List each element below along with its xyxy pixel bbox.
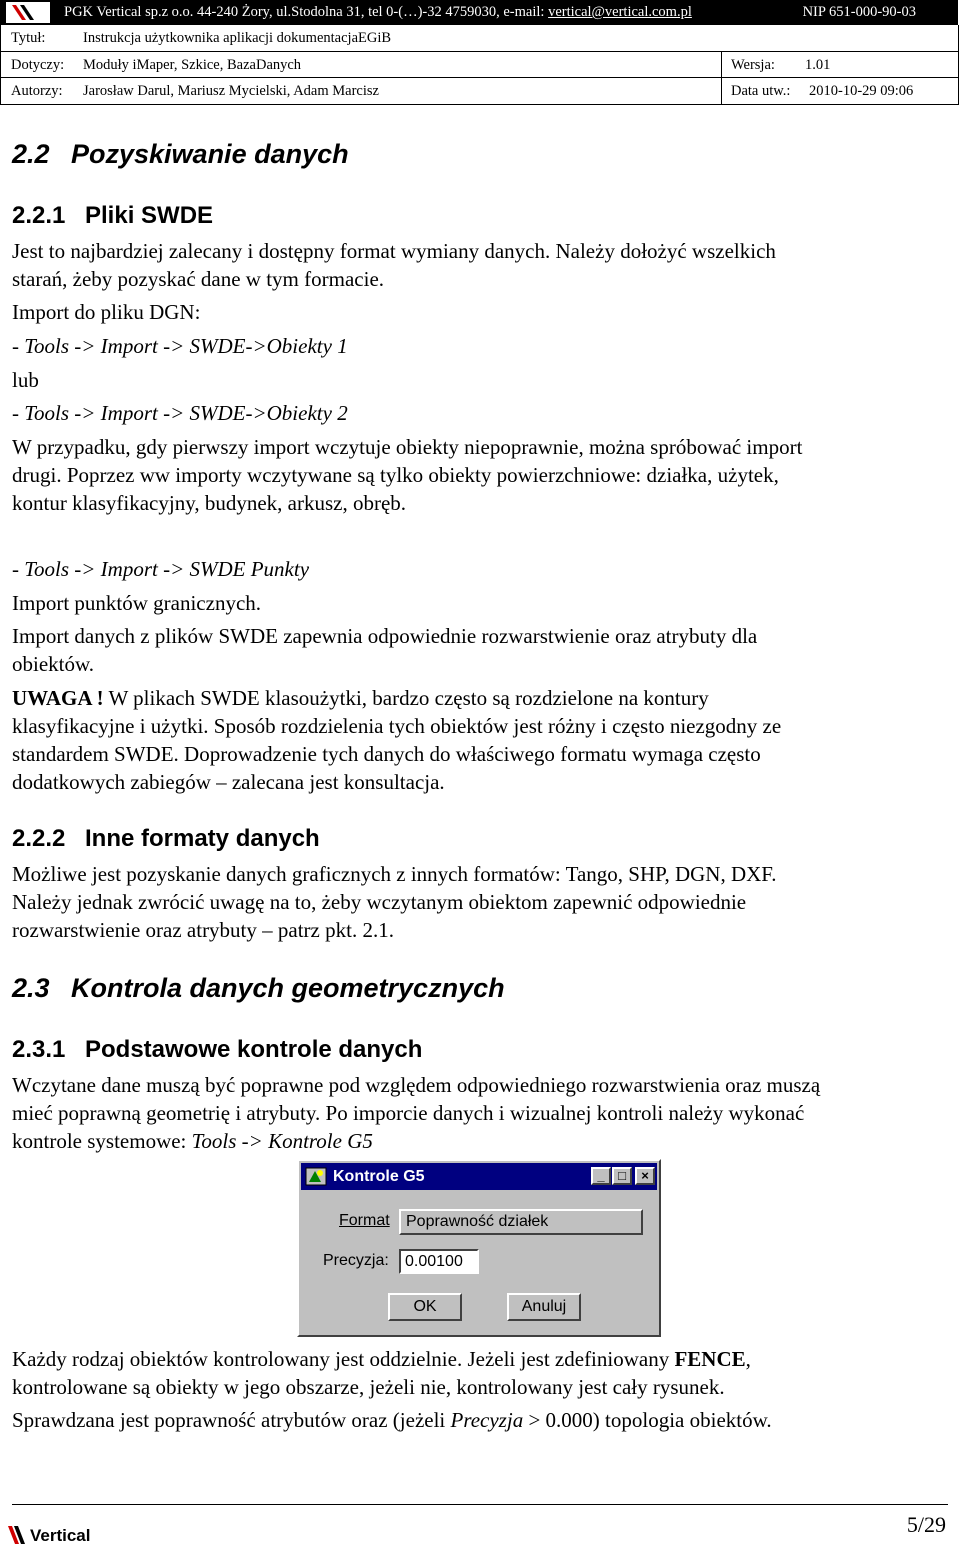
menu-path: - Tools -> Import -> SWDE Punkty bbox=[12, 557, 310, 581]
header-nip: NIP 651-000-90-03 bbox=[802, 4, 916, 20]
format-select[interactable]: Poprawność działek bbox=[399, 1209, 643, 1235]
paragraph-line: klasyfikacyjne i użytki. Sposób rozdzielenia tych obiektów jest różny i często niezgodny ze bbox=[12, 714, 782, 738]
paragraph-line: Import do pliku DGN: bbox=[12, 300, 201, 324]
paragraph-line: rozwarstwienie oraz atrybuty – patrz pkt. 2.1. bbox=[12, 918, 394, 942]
page-number: 5/29 bbox=[906, 1512, 946, 1537]
header-value-concerns: Moduły iMaper, Szkice, BazaDanych bbox=[83, 57, 302, 73]
minimize-button[interactable] bbox=[591, 1167, 611, 1185]
precision-input[interactable]: 0.00100 bbox=[399, 1249, 479, 1274]
menu-path: - Tools -> Import -> SWDE->Obiekty 2 bbox=[12, 401, 348, 425]
menu-path: - Tools -> Import -> SWDE->Obiekty 1 bbox=[12, 334, 348, 358]
header-value-authors: Jarosław Darul, Mariusz Mycielski, Adam Marcisz bbox=[83, 83, 379, 99]
paragraph-line: Import punktów granicznych. bbox=[12, 591, 262, 615]
paragraph-line: Sprawdzana jest poprawność atrybutów oraz (jeżeli Precyzja > 0.000) topologia obiektów. bbox=[12, 1408, 772, 1432]
section-heading-2-2: 2.2 Pozyskiwanie danych bbox=[12, 139, 349, 169]
dialog-title: Kontrole G5 bbox=[333, 1168, 425, 1185]
footer-brand: Vertical bbox=[30, 1526, 91, 1545]
warning-label: UWAGA ! bbox=[12, 686, 104, 710]
header-label-date: Data utw.: bbox=[731, 83, 791, 99]
ok-button[interactable]: OK bbox=[388, 1293, 462, 1321]
header-label-concerns: Dotyczy: bbox=[11, 57, 65, 73]
paragraph-line: dodatkowych zabiegów – zalecana jest konsultacja. bbox=[12, 770, 445, 794]
dialog-title-bar[interactable] bbox=[301, 1163, 657, 1190]
format-label: Format bbox=[339, 1212, 390, 1229]
minimize-icon: _ bbox=[597, 1168, 605, 1183]
paragraph-line: Należy jednak zwrócić uwagę na to, żeby wczytanym obiektom zapewnić odpowiednie bbox=[12, 890, 747, 914]
paragraph-line: Jest to najbardziej zalecany i dostępny format wymiany danych. Należy dołożyć wszelkich bbox=[12, 239, 776, 263]
paragraph-line: obiektów. bbox=[12, 652, 95, 676]
header-company-line: PGK Vertical sp.z o.o. 44-240 Żory, ul.Stodolna 31, tel 0-(…)-32 4759030, e-mail: vertical@vertical.com.pl bbox=[64, 4, 692, 20]
paragraph-line: Możliwe jest pozyskanie danych graficznych z innych formatów: Tango, SHP, DGN, DXF. bbox=[12, 862, 777, 886]
header-row-authors bbox=[1, 77, 958, 104]
paragraph-line: kontrole systemowe: Tools -> Kontrole G5 bbox=[12, 1129, 373, 1153]
close-icon: × bbox=[641, 1168, 649, 1183]
header-row-concerns bbox=[1, 51, 958, 78]
header-value-title: Instrukcja użytkownika aplikacji dokumentacjaEGiB bbox=[83, 30, 392, 46]
paragraph-line: Import danych z plików SWDE zapewnia odpowiednie rozwarstwienie oraz atrybuty dla bbox=[12, 624, 758, 648]
maximize-button[interactable] bbox=[612, 1167, 632, 1185]
close-button[interactable] bbox=[635, 1167, 655, 1185]
warning-line: UWAGA ! W plikach SWDE klasoużytki, bardzo często są rozdzielone na kontury bbox=[12, 686, 709, 710]
paragraph-line: drugi. Poprzez ww importy wczytywane są tylko obiekty powierzchniowe: działka, użytek, bbox=[12, 463, 779, 487]
paragraph-line: kontur klasyfikacyjny, budynek, arkusz, obręb. bbox=[12, 491, 407, 515]
paragraph-line: W przypadku, gdy pierwszy import wczytuje obiekty niepoprawnie, można spróbować import bbox=[12, 435, 803, 459]
footer-rule bbox=[12, 1504, 948, 1505]
paragraph-line: starań, żeby pozyskać dane w tym formacie. bbox=[12, 267, 385, 291]
paragraph-line: kontrolowane są obiekty w jego obszarze, jeżeli nie, kontrolowany jest cały rysunek. bbox=[12, 1375, 725, 1399]
paragraph-line: Każdy rodzaj obiektów kontrolowany jest oddzielnie. Jeżeli jest zdefiniowany FENCE, bbox=[12, 1347, 751, 1371]
cancel-button[interactable]: Anuluj bbox=[507, 1293, 581, 1321]
precision-label: Precyzja: bbox=[323, 1252, 389, 1269]
section-heading-2-3: 2.3 Kontrola danych geometrycznych bbox=[12, 973, 505, 1003]
document-header-table bbox=[0, 25, 959, 105]
section-heading-2-2-2: 2.2.2 Inne formaty danych bbox=[12, 825, 320, 852]
vertical-logo-icon bbox=[6, 1522, 30, 1548]
section-heading-2-3-1: 2.3.1 Podstawowe kontrole danych bbox=[12, 1036, 423, 1063]
paragraph-line: lub bbox=[12, 368, 39, 392]
header-label-version: Wersja: bbox=[731, 57, 775, 73]
section-heading-2-2-1: 2.2.1 Pliki SWDE bbox=[12, 202, 214, 229]
header-label-title: Tytuł: bbox=[11, 30, 46, 46]
paragraph-line: Wczytane dane muszą być poprawne pod względem odpowiedniego rozwarstwienia oraz muszą bbox=[12, 1073, 821, 1097]
paragraph-line: mieć poprawną geometrię i atrybuty. Po imporcie danych i wizualnej kontroli należy wykonać bbox=[12, 1101, 805, 1125]
header-label-authors: Autorzy: bbox=[11, 83, 63, 99]
application-icon bbox=[305, 1167, 327, 1186]
header-value-version: 1.01 bbox=[805, 57, 831, 73]
vertical-logo-icon bbox=[6, 2, 50, 23]
header-row-title bbox=[1, 25, 958, 51]
kontrole-g5-dialog bbox=[297, 1159, 661, 1337]
header-value-date: 2010-10-29 09:06 bbox=[809, 83, 914, 99]
paragraph-line: standardem SWDE. Doprowadzenie tych danych do właściwego formatu wymaga często bbox=[12, 742, 761, 766]
document-header-bar bbox=[0, 0, 958, 25]
maximize-icon: □ bbox=[618, 1168, 626, 1183]
header-email-link[interactable]: vertical@vertical.com.pl bbox=[548, 4, 692, 20]
